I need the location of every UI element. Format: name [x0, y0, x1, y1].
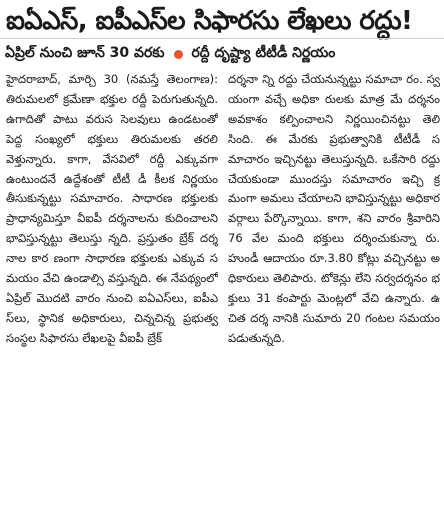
subheadline-date-range: ఏప్రిల్ నుంచి జూన్ 30 వరకు	[5, 44, 165, 61]
article-paragraph-right: దర్శనా న్ని రద్దు చేయనున్నట్టు సమాచా రం. స్వయంగా వచ్చే అధికా రులకు మాత్ర మే దర్శనం అవకాశం కల్పించాలని నిర్ణయించినట్టు తెలి సింది. ఈ మేరకు ప్రభుత్వానికి టీటీడీ సమాచారం ఇచ్చినట్టు తెలుస్తున్నది. ఒకేసారి రద్దు చేయకుండా ముందస్తు సమాచారం ఇచ్చి క్రమంగా అమలు చేయాలని భావిస్తున్నట్టు అధికార వర్గాలు పేర్కొన్నాయి. కాగా, శని వారం శ్రీవారిని 76 వేల మంది భక్తులు దర్శించుకున్నా రు. హుండీ ఆదాయం రూ.3.80 కోట్లు వచ్చినట్టు అధికారులు తెలిపారు. టోకెన్లు లేని సర్వదర్శనం భక్తులు 31 కంపార్టు మెంట్లలో వేచి ఉన్నారు. ఉచిత దర్శ నానికి సుమారు 20 గంటల సమయం పడుతున్నది.	[228, 72, 440, 345]
subheadline-decision: రద్దీ దృష్ట్యా టీటీడీ నిర్ణయం	[191, 44, 336, 61]
article-body	[6, 70, 440, 502]
article-column-left	[6, 70, 218, 502]
article-headline: ఐఏఎస్, ఐపీఎస్‌ల సిఫారసు లేఖలు రద్దు!	[6, 6, 413, 36]
subheadline	[5, 43, 439, 65]
subheadline-bar	[0, 38, 444, 69]
article-column-right	[228, 70, 440, 502]
bullet-dot-icon	[174, 50, 183, 59]
article-paragraph-left: హైదరాబాద్, మార్చి 30 (నమస్తే తెలంగాణ): తిరుమలలో క్రమేణా భక్తుల రద్దీ పెరుగుతున్నది. ఉగాదితో పాటు వరుస సెలవులు ఉండటంతో పెద్ద సంఖ్యలో భక్తులు తిరుమలకు తరలి వెళ్తున్నారు. కాగా, వేసవిలో రద్దీ ఎక్కువగా ఉంటుందనే ఉద్దేశంతో టీటీ డీ కీలక నిర్ణయం తీసుకున్నట్టు సమాచారం. సాధారణ భక్తులకు ప్రాధాన్యమిస్తూ వీఐపీ దర్శనాలను కుదించాలని భావిస్తున్నట్టు తెలుస్తు న్నది. ప్రస్తుతం బ్రేక్ దర్శనాల కార ణంగా సాధారణ భక్తులకు ఎక్కువ సమయం వేచి ఉండాల్సి వస్తున్నది. ఈ నేపథ్యంలో ఏప్రిల్ మొదటి వారం నుంచి ఐఏఎస్‌లు, ఐపీఎస్‌లు, స్థానిక అధికారులు, చిన్నచిన్న ప్రభుత్వ సంస్థల సిఫారసు లేఖలపై వీఐపీ బ్రేక్	[6, 72, 218, 345]
